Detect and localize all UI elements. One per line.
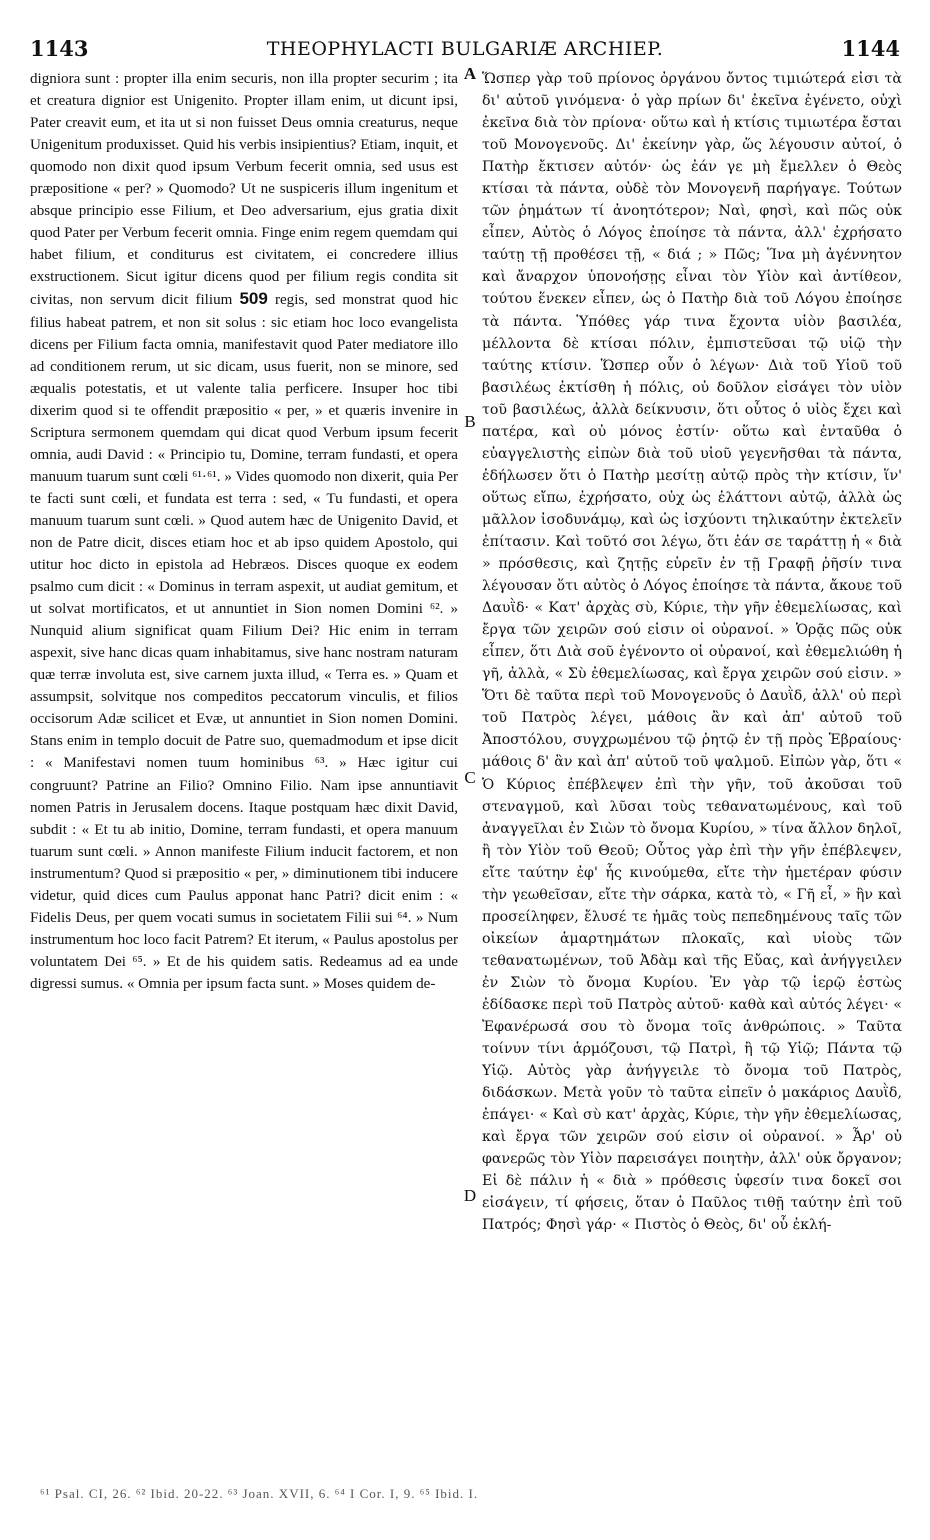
latin-text-part-2: regis, sed monstrat quod hic filius habeat patrem, et non sit solus : sic etiam hoc loco evangelista dicens per Filium facta omnia, manifestavit quod Pater mediatore illo ad conditionem rerum, ut sic dicam, usus fuerit, non se minore, sed æqualis potestatis, et ut valente talia perficere. Insuper hoc tibi dixerim quod si te offendit præpositio « per, » et quæris invenire in Scriptura sermonem quemdam qui dicat quod Verbum ipsum fecerit omnia, audi David : « Principio tu, Domine, terram fundasti, et opera manuum tuarum sunt cœli ⁶¹·⁶¹. » Vides quomodo non dixerit, quia Per te facti sunt cœli, et fundata est terra : sed, « Tu fundasti, et opera manuum tuarum sunt cœli. » Quod autem hæc de Unigenito David, et non de Patre dicit, disces etiam hoc et ab ipso quidem Apostolo, qui utitur hoc dicto in epistola ad Hebræos. Disces quoque ex eodem psalmo cum dicit : « Dominus in terram aspexit, ut audiat gemitum, et ut solvat mortificatos, et ut annuntiet in Sion nomen Domini ⁶². » Nunquid alium significat quam Filium Dei? Hic enim in terram aspexit, sive hanc dicas quam inhabitamus, sive hanc nostram naturam quæ terræ involuta est, sive carnem juxta illud, « Terra es. » Quam et assumpsit, solvitque nos compeditos peccatorum vinculis, et filios occisorum Adæ scilicet et Evæ, ut annuntiet in Sion nomen Domini. Stans enim in templo docuit de Patre suo, quemadmodum et ipse dicit : « Manifestavi nomen tuum hominibus ⁶³. » Hæc igitur cui congruunt? Patrine an Filio? Omnino Filio. Nam ipse annuntiavit nomen Patris in Jerusalem docens. Itaque postquam hæc dixit David, subdit : « Et tu ab initio, Domine, terram fundasti, et opera manuum tuarum sunt cœli. » Annon manifeste Filium inducit factorem, et non instrumentum? Quod si præpositio « per, » diminutionem tibi inducere videtur, quid dices cum Paulus apponat hanc Patri? dicit enim : « Fidelis Deus, per quem vocati sumus in societatem Filii sui ⁶⁴. » Num instrumentum hoc loco facit Patrem? Et iterum, « Paulus apostolus per voluntatem Dei ⁶⁵. » Et de his quidem satis. Redeamus ad ea unde digressi sumus. « Omnia per ipsum facta sunt. » Moses quidem de-	[30, 292, 458, 992]
section-marker-a: A	[463, 64, 477, 83]
section-marker-b: B	[464, 412, 476, 431]
latin-column	[30, 68, 458, 1463]
section-marker-d: D	[463, 1186, 477, 1205]
page-header	[30, 36, 900, 64]
greek-paragraph: Ὥσπερ γὰρ τοῦ πρίονος ὀργάνου ὄντος τιμιώτερά εἰσι τὰ δι' αὐτοῦ γινόμενα· ὁ γὰρ πρίων δι' ἐκεῖνα ἐγένετο, οὐχὶ ἐκεῖνα διὰ τὸν πρίονα· οὕτω καὶ ἡ κτίσις τιμιωτέρα ἔσται τοῦ Μονογενοῦς. Δι' ἐκείνην γὰρ, ὥς λέγουσιν αὐτοί, ὁ Πατὴρ ἔκτισεν αὐτόν· ὡς ἐάν γε μὴ ἔμελλεν ὁ Θεὸς κτίσαι τὰ πάντα, οὐδὲ τὸν Μονογενῆ παρήγαγε. Τούτων τῶν ῥημάτων τί ἀνοητότερον; Ναὶ, φησὶ, καὶ πῶς οὐκ εἶπεν, Αὐτὸς ὁ Λόγος ἐποίησε τὰ πάντα, ἀλλ' ἐχρήσατο ταύτῃ τῇ προθέσει τῇ, « διά ; » Πῶς; Ἵνα μὴ ἀγέννητον καὶ ἄναρχον ὑπονοήσῃς εἶναι τὸν Υἱὸν καὶ ἀντίθεον, τούτου ἕνεκεν εἶπεν, ὡς ὁ Πατὴρ διὰ τοῦ Λόγου ἐποίησε τὰ πάντα. Ὑπόθες γάρ τινα ἔχοντα υἱὸν βασιλέα, μέλλοντα δὲ κτίσαι πόλιν, ἐμπιστεῦσαι τῷ υἱῷ τὴν ταύτης κτίσιν. Ὥσπερ οὖν ὁ λέγων· Διὰ τοῦ Υἱοῦ τοῦ βασιλέως ἐκτίσθη ἡ πόλις, οὐ δοῦλον εἰσάγει τὸν υἱὸν τοῦ βασιλέως, ἀλλὰ δείκνυσιν, ὅτι οὗτος ὁ υἱὸς ἔχει καὶ πατέρα, καὶ οὐ μόνος ἐστίν· οὕτω καὶ ἐνταῦθα ὁ εὐαγγελιστὴς εἰπὼν διὰ τοῦ υἱοῦ γεγενῆσθαι τὰ πάντα, ἐδήλωσεν ὅτι ὁ Πατὴρ μεσίτῃ αὐτῷ πρὸς τὴν κτίσιν, ἵν' οὕτως εἴπω, ἐχρήσατο, οὐχ ὡς ἐλάττονι αὐτῷ, ἀλλὰ ὡς μᾶλλον ἰσοδυνάμῳ, καὶ ὡς ἰσχύοντι τηλικαύτην ἐκτελεῖν ἐπίτασιν. Καὶ τοῦτό σοι λέγω, ὅτι ἐάν σε ταράττῃ ἡ « διὰ » πρόσθεσις, καὶ ζητῇς εὑρεῖν ἐν τῇ Γραφῇ ῥῆσίν τινα λέγουσαν ὅτι αὐτὸς ὁ Λόγος ἐποίησε τὰ πάντα, ἄκουε τοῦ Δαυῒδ· « Κατ' ἀρχὰς σὺ, Κύριε, τὴν γῆν ἐθεμελίωσας, καὶ ἔργα τῶν χειρῶν σού εἰσιν οἱ οὐρανοί. » Ὁρᾷς πῶς οὐκ εἶπεν, ὅτι Διὰ σοῦ ἐγένοντο οἱ οὐρανοί, καὶ ἐθεμελιώθη ἡ γῆ, ἀλλὰ, « Σὺ ἐθεμελίωσας, καὶ ἔργα χειρῶν σού εἰσιν. » Ὅτι δὲ ταῦτα περὶ τοῦ Μονογενοῦς ὁ Δαυῒδ, ἀλλ' οὐ περὶ τοῦ Πατρὸς λέγει, μάθοις ἂν καὶ ἀπ' αὐτοῦ τοῦ Ἀποστόλου, συγχρωμένου τῷ ῥητῷ ἐν τῇ πρὸς Ἑβραίους· μάθοις δ' ἂν καὶ ἀπ' αὐτοῦ τοῦ ψαλμοῦ. Εἰπὼν γὰρ, ὅτι « Ὁ Κύριος ἐπέβλεψεν ἐπὶ τὴν γῆν, τοῦ ἀκοῦσαι τοῦ στεναγμοῦ, καὶ λῦσαι τοὺς τεθανατωμένους, καὶ τοῦ ἀναγγεῖλαι ἐν Σιὼν τὸ ὄνομα Κυρίου, » τίνα ἄλλον δηλοῖ, ἢ τὸν Υἱὸν τοῦ Θεοῦ; Οὗτος γὰρ ἐπὶ τὴν γῆν ἐπέβλεψεν, εἴτε ταύτην ἐφ' ἧς κινούμεθα, εἴτε τὴν ἡμετέραν φύσιν τὴν γεωθεῖσαν, εἴτε τὴν σάρκα, κατὰ τὸ, « Γῆ εἶ, » ἣν καὶ προσείληφεν, ἔλυσέ τε ἡμᾶς τοὺς πεπεδημένους ταῖς τῶν οἰκείων ἁμαρτημάτων πλοκαῖς, καὶ υἱοὺς τῶν τεθανατωμένων, τοῦ Ἀδὰμ καὶ τῆς Εὔας, καὶ ἀνήγγειλεν ἐν Σιὼν τὸ ὄνομα Κυρίου. Ἐν γὰρ τῷ ἱερῷ ἑστὼς ἐδίδασκε περὶ τοῦ Πατρὸς αὐτοῦ· καθὰ καὶ αὐτός λέγει· « Ἐφανέρωσά σου τὸ ὄνομα τοῖς ἀνθρώποις. » Ταῦτα τοίνυν τίνι ἁρμόζουσι, τῷ Πατρὶ, ἢ τῷ Υἱῷ; Πάντα τῷ Υἱῷ. Αὐτὸς γὰρ ἀνήγγειλε τὸ ὄνομα τοῦ Πατρὸς, διδάσκων. Μετὰ γοῦν τὸ ταῦτα εἰπεῖν ὁ μακάριος Δαυῒδ, ἐπάγει· « Καὶ σὺ κατ' ἀρχὰς, Κύριε, τὴν γῆν ἐθεμελίωσας, καὶ ἔργα τῶν χειρῶν σού εἰσιν οἱ οὐρανοί. » Ἆρ' οὐ φανερῶς τὸν Υἱὸν παρεισάγει ποιητὴν, ἀλλ' οὐκ ὄργανον; Εἰ δὲ πάλιν ἡ « διὰ » πρόθεσις ὑφεσίν τινα δοκεῖ σοι εἰσάγειν, τί φήσεις, ὅταν ὁ Παῦλος τιθῇ ταύτην ἐπὶ τοῦ Πατρός; Φησὶ γάρ· « Πιστὸς ὁ Θεὸς, δι' οὗ ἐκλή-	[482, 71, 902, 1234]
section-marker-c: C	[464, 768, 476, 787]
running-title: THEOPHYLACTI BULGARIÆ ARCHIEP.	[266, 38, 664, 60]
page-number-right: 1144	[841, 36, 900, 61]
footnotes: ⁶¹ Psal. CI, 26. ⁶² Ibid. 20-22. ⁶³ Joan. XVII, 6. ⁶⁴ I Cor. I, 9. ⁶⁵ Ibid. I.	[40, 1486, 479, 1501]
column-number: 509	[239, 289, 268, 309]
latin-paragraph	[30, 68, 458, 995]
greek-column	[482, 68, 902, 1463]
page-number-left: 1143	[30, 36, 89, 61]
latin-text-part-1: digniora sunt : propter illa enim securis, non illa propter securim ; ita et creatura dignior est Unigenito. Propter illam enim, ut dicunt ipsi, Pater creavit eum, et ita ut si non fuisset Deus omnia creaturus, neque Unigenitum produxisset. Quid his verbis insipientius? Etiam, inquit, et quomodo non dixit quod ipsum Verbum fecerit omnia, sed usus est præpositione « per? » Quomodo? Ut ne suspiceris illum ingenitum et absque principio esse Filium, et Deo adversarium, ejus gratia dixit quod Pater per Verbum fecerit omnia. Finge enim regem quemdam qui habet filium, et conditurus est civitatem, ei concredere illius exstructionem. Sicut igitur dicens quod per filium regis condita sit civitas, non servum dicit filium	[30, 71, 458, 309]
